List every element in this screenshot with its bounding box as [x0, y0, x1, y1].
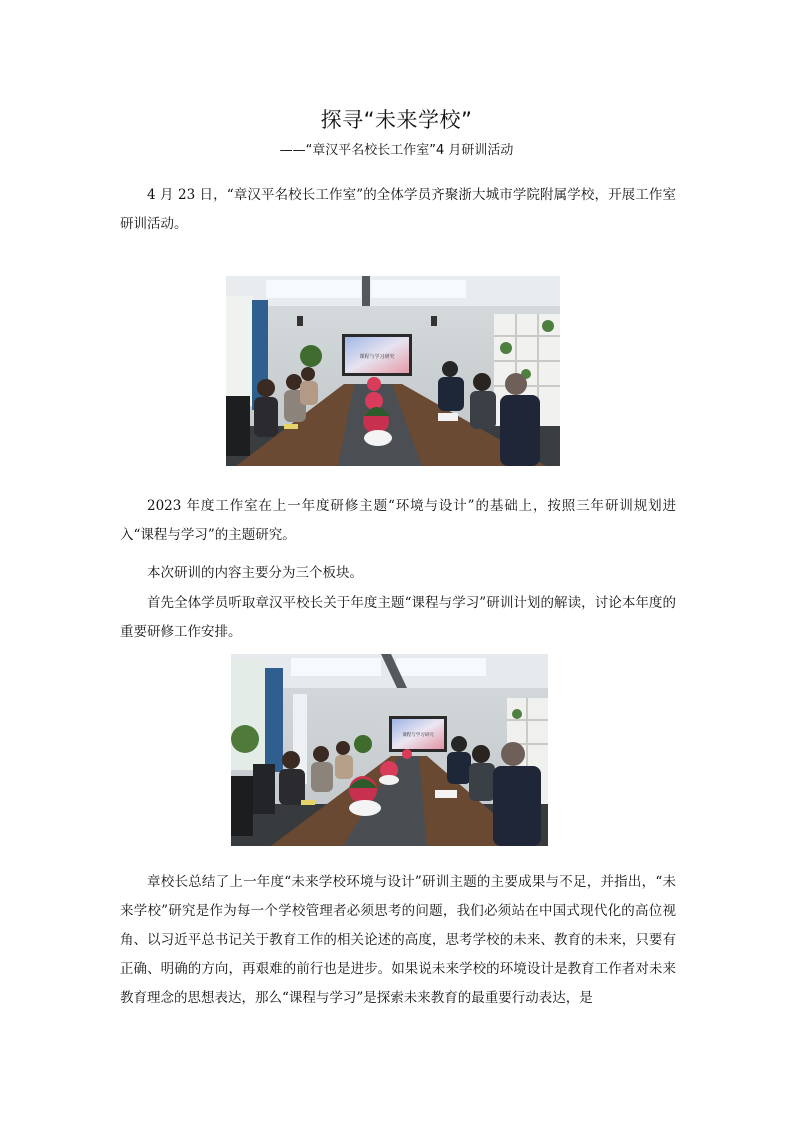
document-subtitle: ——“章汉平名校长工作室”4 月研训活动 [279, 143, 514, 158]
screen-text: 课程与学习研究 [359, 354, 395, 360]
paragraph-first-section: 首先全体学员听取章汉平校长关于年度主题“课程与学习”研训计划的解读，讨论本年度的重要研修工作安排。 [120, 595, 676, 640]
screen-text: 课程与学习研究 [402, 733, 434, 738]
meeting-photo-1 [226, 276, 560, 466]
paragraph-sections: 本次研训的内容主要分为三个板块。 [147, 565, 363, 581]
paragraph-theme: 2023 年度工作室在上一年度研修主题“环境与设计”的基础上，按照三年研训规划进入“课程与学习”的主题研究。 [120, 498, 676, 543]
document-title: 探寻“未来学校” [320, 108, 473, 132]
paragraph-summary: 章校长总结了上一年度“未来学校环境与设计”研训主题的主要成果与不足，并指出，“未来学校”研究是作为每一个学校管理者必须思考的问题，我们必须站在中国式现代化的高位视角、以习近平总书记关于教育工作的相关论述的高度，思考学校的未来、教育的未来，只要有正确、明确的方向，再艰难的前行也是进步。如果说未来学校的环境设计是教育工作者对未来教育理念的思想表达，那么“课程与学习”是探索未来教育的最重要行动表达，是 [120, 874, 676, 1006]
paragraph-intro: 4 月 23 日，“章汉平名校长工作室”的全体学员齐聚浙大城市学院附属学校，开展工作室研训活动。 [120, 187, 676, 232]
meeting-photo-2 [231, 654, 548, 846]
